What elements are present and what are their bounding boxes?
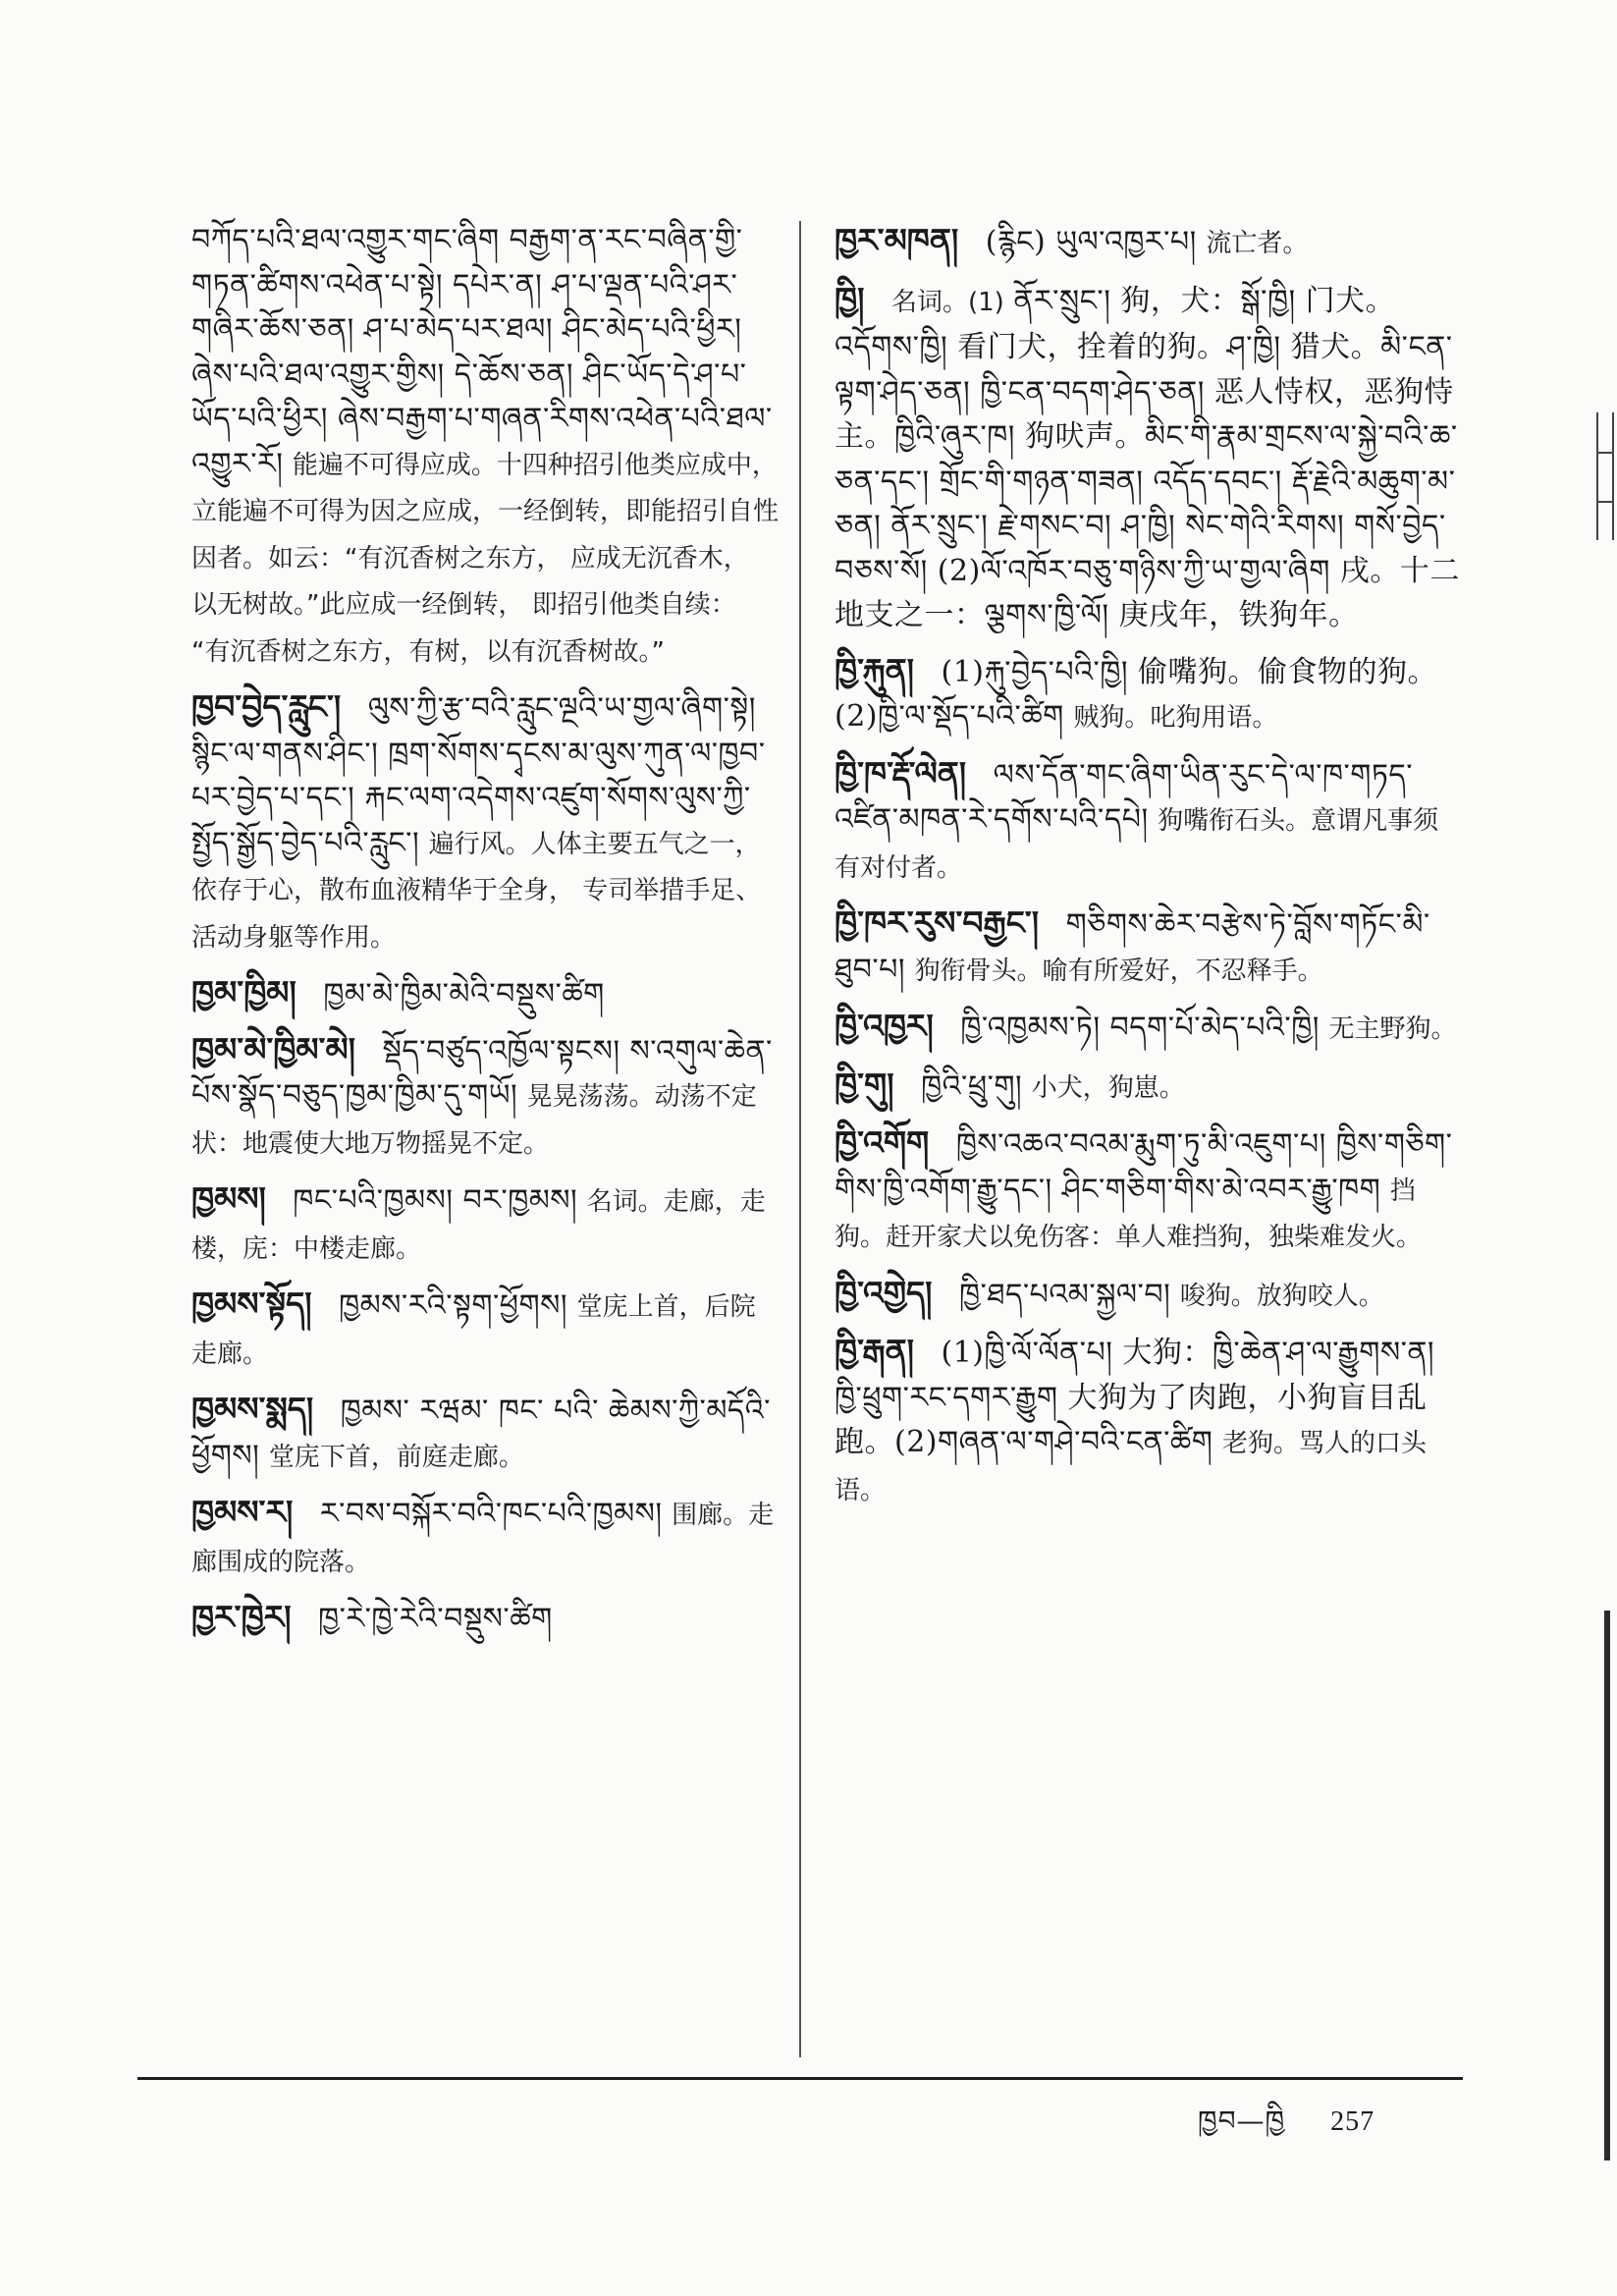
entry-chinese: 唆狗。放狗咬人。 — [1179, 1281, 1384, 1311]
dictionary-entry — [835, 1063, 1463, 1112]
entry-tibetan: ཁྱམ་མེ་ཁྱིམ་མེའི་བསྡུས་ཚིག — [323, 977, 605, 1011]
dictionary-entry — [191, 1595, 781, 1642]
entry-tibetan: ལུས་ཀྱི་རྩ་བའི་རླུང་ལྔའི་ཡ་གྱལ་ཞིག་སྟེ། སྙིང་ལ་གནས་ཤིང་། ཁྲག་སོགས་དྭངས་མ་ལུས་ཀུན་ལ་ཁྱབ་པར་བྱེད་པ་དང་། རྐང་ལག་འདེགས་འཛུག་སོགས་ལུས་ཀྱི་སྤྱོད་སྒྱོད་བྱེད་པའི་རླུང་། — [191, 691, 766, 860]
entry-chinese: 狗嘴衔石头。意谓凡事须有对付者。 — [835, 806, 1439, 883]
dictionary-entry — [191, 218, 781, 675]
entry-headword: ཁྱར་ཁྱེར། — [191, 1598, 292, 1636]
entry-headword: ཁྱི་རྐུན། — [835, 650, 914, 689]
entry-chinese: 名词。走廊，走楼，庑：中楼走廊。 — [191, 1187, 766, 1264]
entry-tibetan: ར་བས་བསྐོར་བའི་ཁང་པའི་ཁྱམས། — [319, 1497, 663, 1531]
entry-chinese: 老狗。骂人的口头语。 — [835, 1429, 1427, 1505]
column-divider — [799, 221, 801, 2057]
entry-tibetan: གཅིགས་ཆེར་བརྩེས་ཏེ་བློས་གཏོང་མི་ཐུབ་པ། — [835, 907, 1430, 987]
entry-tibetan: ཁྱིའི་ཕྲུ་གུ། — [921, 1068, 1023, 1104]
entry-chinese: 堂庑下首，前庭走廊。 — [268, 1442, 524, 1472]
entry-headword: ཁྱམས་སྟོད། — [191, 1285, 312, 1323]
entry-tibetan: ཁྱི་ཐད་པའམ་སྐྱལ་བ། — [959, 1277, 1171, 1312]
dictionary-entry — [835, 1329, 1463, 1513]
right-column — [835, 218, 1463, 1523]
entry-chinese: 流亡者。 — [1206, 229, 1309, 258]
page-range: ཁྱབ—ཁྱི — [1198, 2105, 1286, 2137]
entry-chinese: 狗衔骨头。喻有所爱好，不忍释手。 — [914, 956, 1323, 986]
entry-headword: ཁྱམས་ར། — [191, 1493, 294, 1531]
entry-body: ནོར་སྲུང་། 狗，犬：སྒོ་ཁྱི། 门犬。འདོགས་ཁྱི། 看门犬，拴着的狗。ཤ་ཁྱི། 猎犬。མི་ངན་ལྟག་ཤེད་ཅན། ཁྱི་ངན་བདག་ཤེད་ཅན། 恶人恃权，恶狗恃主。ཁྱིའི་ཞུར་ཁ། 狗吠声。མིང་གི་རྣམ་གྲངས་ལ་སྐྱེ་བའི་ཆ་ཅན་དང་། གྲོང་གི་གཉན་གཟན། འདོད་དབང་། རྡོ་རྗེའི་མཆུག་མ་ཅན། ནོར་སྲུང་། རྗེ་གསང་བ། ཤ་ཁྱི། སེང་གེའི་རིགས། གསོ་བྱེད་བཅས་སོ། (2)ལོ་འཁོར་བཅུ་གཉིས་ཀྱི་ཡ་གྱལ་ཞིག 戌。十二地支之一：ལྕགས་ཁྱི་ལོ། 庚戌年，铁狗年。 — [835, 283, 1460, 632]
dictionary-entry — [835, 648, 1463, 741]
entry-tibetan: ཁང་པའི་ཁྱམས། བར་ཁྱམས། — [293, 1183, 578, 1218]
dictionary-entry — [191, 1282, 781, 1377]
entry-tibetan: ཁྱི་འཁྱམས་ཏེ། བདག་པོ་མེད་པའི་ཁྱི། — [960, 1011, 1320, 1045]
entry-headword: ཁྱི་རྒན། — [835, 1332, 914, 1370]
entry-tibetan: ཁྱིས་འཆའ་བའམ་རྨུག་ཏུ་མི་འཇུག་པ། ཁྱིས་གཅིག་གིས་ཁྱི་འགོག་རྒྱུ་དང་། ཤིང་གཅིག་གིས་མེ་འབར་རྒྱུ་ཁག — [835, 1127, 1453, 1207]
entry-chinese: 贼狗。叱狗用语。 — [1073, 703, 1278, 733]
entry-headword: ཁྱམ་ཁྱིམ། — [191, 973, 296, 1011]
entry-headword: ཁྱི་ཁར་རུས་བརྒྱང་། — [835, 903, 1040, 942]
entry-chinese: 晃晃荡荡。动荡不定状：地震使大地万物摇晃不定。 — [191, 1082, 757, 1159]
dictionary-entry — [191, 970, 781, 1017]
entry-tibetan: ཁྱ་རེ་ཁྱེ་རེའི་བསྡུས་ཚིག — [318, 1602, 553, 1636]
left-column — [191, 218, 781, 1652]
entry-tibetan: སྡོད་བཙུད་འཁྱོལ་སྟངས། ས་འགུལ་ཆེན་པོས་སྣོད་བཅུད་ཁྱམ་ཁྱིམ་དུ་གཡོ། — [191, 1033, 773, 1113]
entry-tibetan: ཁྱམས་ རཝམ་ ཁང་ པའི་ ཆེམས་ཀྱི་མདོའི་ཕྱོགས། — [191, 1394, 771, 1473]
entry-tibetan: (1)ཁྱི་ལོ་ལོན་པ། 大狗：ཁྱི་ཆེན་ཤ་ལ་རྒྱུགས་ན། ཁྱི་ཕྲུག་རང་དགར་རྒྱུག 大狗为了肉跑，小狗盲目乱跑。(2)གཞན་ལ་གཤེ་བའི་ངན་ཚིག — [835, 1336, 1435, 1459]
entry-headword: ཁྱི་འགོག — [835, 1123, 930, 1162]
entry-chinese: 围廊。走廊围成的院落。 — [191, 1501, 775, 1577]
dictionary-entry — [191, 1490, 781, 1585]
dictionary-entry — [191, 1027, 781, 1168]
dictionary-entry — [835, 1121, 1463, 1261]
entry-tibetan: (1)རྐུ་བྱེད་པའི་ཁྱི། 偷嘴狗。偷食物的狗。(2)ཁྱི་ལ་སྡོད་པའི་ཚིག — [835, 654, 1438, 734]
entry-headword: ཁྱི་འགྱེད། — [835, 1273, 933, 1312]
entry-tibetan: ལས་དོན་གང་ཞིག་ཡིན་རུང་དེ་ལ་ཁ་གཏད་འཛིན་མཁན་རེ་དགོས་པའི་དཔེ། — [835, 757, 1414, 837]
footer-rule — [137, 2077, 1463, 2080]
dictionary-entry — [191, 1387, 781, 1480]
entry-tibetan: བཀོད་པའི་ཐལ་འགྱུར་གང་ཞིག བརྒྱག་ན་རང་བཞིན་གྱི་གཏན་ཚིགས་འཕེན་པ་སྟེ། དཔེར་ན། ཤ་པ་ལྡན་པའི་ཤར་གཞིར་ཆོས་ཅན། ཤ་པ་མེད་པར་ཐལ། ཤིང་མེད་པའི་ཕྱིར། ཞེས་པའི་ཐལ་འགྱུར་གྱིས། དེ་ཆོས་ཅན། ཤིང་ཡོད་དེ་ཤ་པ་ཡོད་པའི་ཕྱིར། ཞེས་བརྒྱག་པ་གཞན་རིགས་འཕེན་པའི་ཐལ་འགྱུར་རོ། — [191, 223, 773, 481]
page-footer — [1198, 2090, 1374, 2167]
entry-chinese: 名词。(1) — [890, 287, 1004, 317]
entry-chinese: 遍行风。人体主要五气之一，依存于心，散布血液精华于全身， 专司举措手足、活动身躯等作用。 — [191, 829, 762, 953]
page-edge-bar — [1604, 1611, 1610, 2160]
entry-chinese: 挡狗。赶开家犬以免伤客：单人难挡狗，独柴难发火。 — [835, 1175, 1423, 1252]
entry-chinese: 无主野狗。 — [1328, 1014, 1457, 1044]
entry-headword: ཁྱམས་སྨད། — [191, 1390, 314, 1428]
entry-headword: ཁྱབ་བྱེད་རླུང་། — [191, 687, 342, 726]
entry-chinese: 堂庑上首，后院走廊。 — [191, 1292, 756, 1369]
dictionary-entry — [835, 218, 1463, 267]
dictionary-entry — [835, 277, 1463, 638]
dictionary-entry — [835, 1004, 1463, 1053]
entry-tibetan: (རྙིང) ཡུལ་འཁྱར་པ། — [985, 225, 1197, 259]
entry-headword: ཁྱར་མཁན། — [835, 221, 959, 259]
entry-chinese: 小犬，狗崽。 — [1031, 1072, 1185, 1103]
entry-tibetan: ཁྱམས་རའི་སྟག་ཕྱོགས། — [339, 1288, 568, 1323]
entry-headword: ཁྱམ་མེ་ཁྱིམ་མེ། — [191, 1029, 355, 1068]
dictionary-entry — [191, 684, 781, 960]
entry-headword: ཁྱི། — [835, 279, 865, 318]
entry-headword: ཁྱི་ཁ་རྡོ་ལེན། — [835, 753, 967, 793]
entry-chinese: 能遍不可得应成。十四种招引他类应成中， 立能遍不可得为因之应成，一经倒转，即能招引自性因者。如云：“有沉香树之东方， 应成无沉香木， 以无树故。”此应成一经倒转， 即招引他类自续： “有沉香树之东方，有树，以有沉香树故。” — [191, 450, 780, 667]
dictionary-entry — [835, 1271, 1463, 1320]
dictionary-entry — [835, 751, 1463, 892]
entry-headword: ཁྱམས། — [191, 1179, 266, 1218]
dictionary-entry — [191, 1176, 781, 1272]
entry-headword: ཁྱི་འཁྱར། — [835, 1007, 934, 1045]
page-number: 257 — [1330, 2106, 1375, 2137]
dictionary-entry — [835, 901, 1463, 994]
thumb-index-mark — [1596, 412, 1614, 540]
entry-headword: ཁྱི་གུ། — [835, 1065, 894, 1104]
